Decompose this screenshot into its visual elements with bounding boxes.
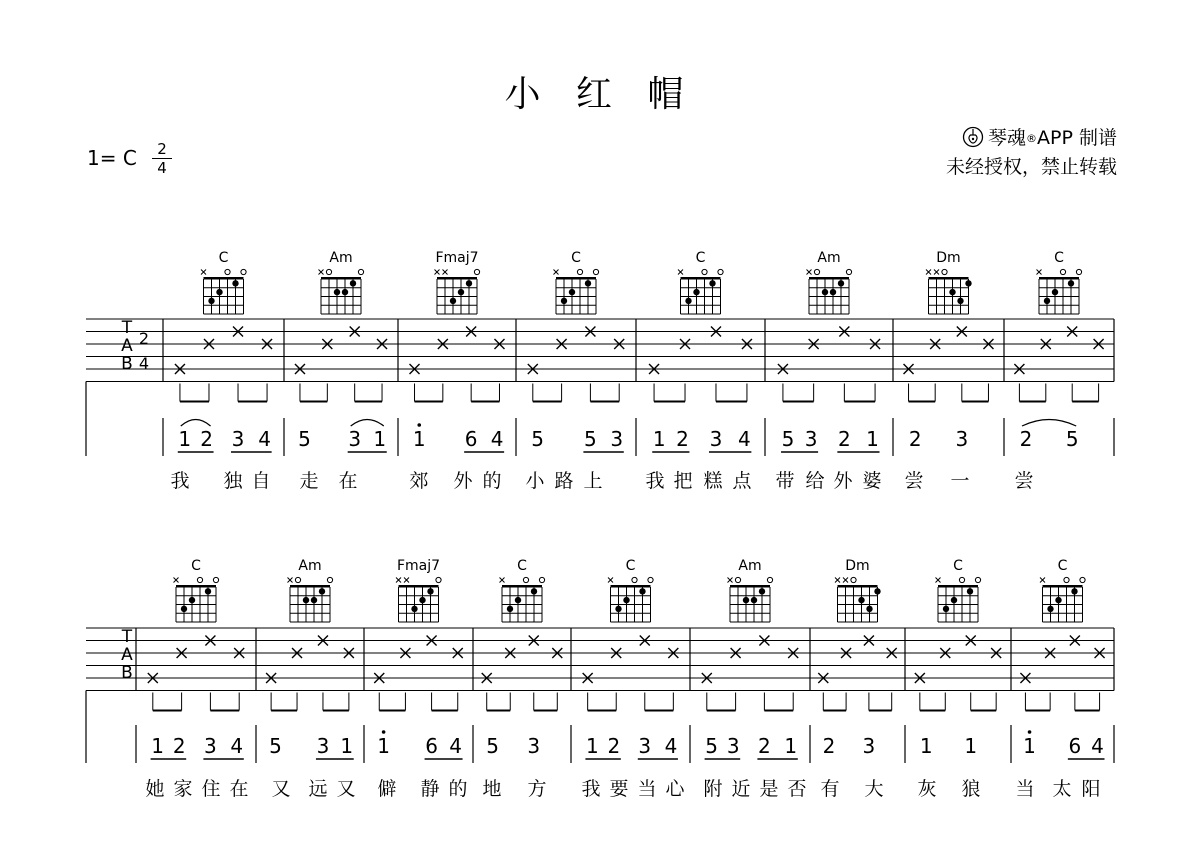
open-string-mark [632, 577, 637, 582]
lyric-char: 我 [170, 470, 190, 492]
jianpu-note: 3 [709, 427, 723, 451]
jianpu-note: 5 [298, 427, 311, 451]
chord-nut [321, 277, 361, 280]
time-signature-top: 2 [157, 140, 167, 158]
chord-name: C [1057, 558, 1068, 574]
tab-time-signature-top: 2 [138, 329, 150, 348]
finger-dot [303, 597, 309, 603]
open-string-mark [213, 577, 218, 582]
chord-nut [290, 585, 330, 588]
lyric-char: 是 [759, 778, 779, 800]
open-string-mark [358, 269, 363, 274]
jianpu-note: 4 [1091, 734, 1104, 758]
open-string-mark [702, 269, 707, 274]
chord-nut [1039, 277, 1079, 280]
lyric-char: 的 [482, 470, 502, 492]
finger-dot [507, 606, 513, 612]
finger-dot [866, 606, 872, 612]
finger-dot [1044, 298, 1050, 304]
jianpu-note: 1 [652, 427, 666, 451]
chord-diagram [936, 558, 981, 622]
jianpu-note: 5 [486, 734, 499, 758]
finger-dot [858, 597, 864, 603]
chord-diagram [554, 250, 599, 314]
open-string-mark [593, 269, 598, 274]
finger-dot [949, 289, 955, 295]
finger-dot [759, 588, 765, 594]
finger-dot [615, 606, 621, 612]
lyric-char: 尝 [904, 470, 924, 492]
chord-diagram [319, 250, 364, 314]
song-title: 小 红 帽 [504, 74, 696, 115]
jianpu-note: 3 [726, 734, 740, 758]
finger-dot [232, 280, 238, 286]
chord-diagram [288, 558, 333, 622]
lyric-char: 在 [338, 470, 358, 492]
chord-diagram [1037, 250, 1082, 314]
credit-brand: 琴魂 [988, 127, 1027, 149]
jianpu-note: 3 [527, 734, 541, 758]
lyric-char: 灰 [917, 778, 937, 800]
finger-dot [216, 289, 222, 295]
jianpu-note: 4 [737, 427, 751, 451]
jianpu-note: 3 [955, 427, 969, 451]
finger-dot [1052, 289, 1058, 295]
jianpu-note: 5 [269, 734, 282, 758]
lyric-char: 静 [420, 778, 440, 800]
chord-diagram [435, 250, 480, 314]
lyric-char: 近 [731, 778, 751, 800]
finger-dot [342, 289, 348, 295]
finger-dot [639, 588, 645, 594]
finger-dot [751, 597, 757, 603]
chord-name: C [571, 250, 581, 266]
lyric-char: 小 [525, 470, 545, 492]
finger-dot [561, 298, 567, 304]
chord-nut [938, 585, 978, 588]
octave-dot [417, 423, 421, 427]
jianpu-note: 2 [837, 427, 851, 451]
jianpu-note: 1 [377, 734, 390, 758]
jianpu-note: 3 [316, 734, 330, 758]
finger-dot [466, 280, 472, 286]
lyric-char: 糕 [703, 470, 723, 492]
chord-diagram [807, 250, 852, 314]
jianpu-note: 3 [204, 734, 217, 758]
finger-dot [743, 597, 749, 603]
finger-dot [957, 298, 963, 304]
credit-suffix: APP 制谱 [1037, 127, 1117, 149]
jianpu-note: 2 [1019, 427, 1033, 451]
chord-name: C [517, 558, 527, 574]
lyric-char: 我 [645, 470, 665, 492]
chord-nut [1043, 585, 1083, 588]
tab-letter: B [121, 354, 133, 374]
chord-name: C [695, 250, 706, 266]
jianpu-note: 1 [178, 427, 192, 451]
chord-nut [809, 277, 849, 280]
lyric-char: 婆 [862, 470, 882, 492]
copyright-notice: 未经授权，禁止转载 [945, 156, 1117, 178]
jianpu-note: 5 [531, 427, 544, 451]
chord-diagram [1040, 558, 1085, 622]
jianpu-note: 5 [705, 734, 718, 758]
open-string-mark [851, 577, 856, 582]
lyric-char: 带 [775, 470, 795, 492]
finger-dot [334, 289, 340, 295]
chord-diagram [396, 558, 441, 622]
open-string-mark [735, 577, 740, 582]
time-signature-bottom: 4 [157, 159, 167, 177]
open-string-mark [197, 577, 202, 582]
chord-name: C [191, 558, 201, 574]
jianpu-note: 3 [804, 427, 818, 451]
chord-name: Am [817, 250, 841, 266]
open-string-mark [241, 269, 246, 274]
finger-dot [685, 298, 691, 304]
jianpu-note: 3 [348, 427, 362, 451]
open-string-mark [1060, 269, 1065, 274]
open-string-mark [1064, 577, 1069, 582]
jianpu-note: 3 [231, 427, 245, 451]
finger-dot [623, 597, 629, 603]
tab-system [86, 627, 1114, 800]
jianpu-note: 1 [412, 427, 426, 451]
jianpu-note: 5 [584, 427, 597, 451]
lyric-char: 独 [223, 470, 243, 492]
jianpu-note: 4 [664, 734, 678, 758]
chord-diagram [174, 558, 219, 622]
lyric-char: 阳 [1081, 778, 1101, 800]
finger-dot [838, 280, 844, 286]
chord-diagram [835, 558, 881, 622]
open-string-mark [814, 269, 819, 274]
jianpu-note: 2 [172, 734, 186, 758]
open-string-mark [648, 577, 653, 582]
jianpu-note: 1 [340, 734, 354, 758]
open-string-mark [523, 577, 528, 582]
lyric-char: 住 [201, 778, 221, 800]
jianpu-note: 1 [151, 734, 164, 758]
lyric-char: 路 [554, 470, 574, 492]
jianpu-note: 4 [258, 427, 272, 451]
jianpu-note: 2 [822, 734, 836, 758]
jianpu-note: 1 [784, 734, 798, 758]
open-string-mark [1076, 269, 1081, 274]
chord-name: Dm [845, 558, 870, 574]
lyric-char: 她 [145, 778, 165, 800]
lyric-char: 自 [251, 470, 271, 492]
finger-dot [951, 597, 957, 603]
chord-diagram [728, 558, 773, 622]
open-string-mark [327, 577, 332, 582]
lyric-char: 要 [609, 778, 629, 800]
jianpu-note: 5 [1065, 427, 1079, 451]
lyric-char: 当 [1015, 778, 1035, 800]
finger-dot [450, 298, 456, 304]
open-string-mark [942, 269, 947, 274]
lyric-char: 点 [732, 470, 752, 492]
lyric-char: 僻 [377, 778, 397, 800]
lyric-char: 狼 [961, 778, 981, 800]
jianpu-note: 1 [586, 734, 599, 758]
chord-name: Am [738, 558, 762, 574]
lyric-char: 否 [787, 778, 807, 800]
finger-dot [208, 298, 214, 304]
open-string-mark [1080, 577, 1085, 582]
finger-dot [427, 588, 433, 594]
finger-dot [967, 588, 973, 594]
finger-dot [205, 588, 211, 594]
finger-dot [419, 597, 425, 603]
lyric-char: 外 [833, 470, 853, 492]
lyric-char: 尝 [1014, 470, 1034, 492]
tab-letter: B [121, 663, 133, 683]
chord-nut [502, 585, 542, 588]
chord-nut [681, 277, 721, 280]
lyric-char: 上 [583, 470, 603, 492]
finger-dot [693, 289, 699, 295]
lyric-char: 把 [673, 470, 693, 492]
octave-dot [1028, 730, 1032, 734]
chord-diagram [500, 558, 545, 622]
chord-nut [611, 585, 651, 588]
finger-dot [585, 280, 591, 286]
lyric-char: 太 [1052, 778, 1072, 800]
jianpu-note: 4 [449, 734, 462, 758]
chord-nut [399, 585, 439, 588]
chord-nut [730, 585, 770, 588]
jianpu-note: 2 [200, 427, 213, 451]
lyric-char: 附 [703, 778, 723, 800]
finger-dot [1068, 280, 1074, 286]
lyric-char: 给 [805, 470, 825, 492]
tab-letter: T [121, 627, 133, 647]
lyric-char: 有 [820, 778, 840, 800]
chord-nut [204, 277, 244, 280]
open-string-mark [436, 577, 441, 582]
chord-name: C [625, 558, 636, 574]
open-string-mark [225, 269, 230, 274]
finger-dot [874, 588, 880, 594]
open-string-mark [474, 269, 479, 274]
chord-nut [176, 585, 216, 588]
finger-dot [830, 289, 836, 295]
lyric-char: 在 [229, 778, 249, 800]
finger-dot [189, 597, 195, 603]
finger-dot [1071, 588, 1077, 594]
lyric-char: 心 [665, 778, 685, 800]
chord-diagram [678, 250, 723, 314]
chord-nut [556, 277, 596, 280]
chord-name: Am [329, 250, 353, 266]
finger-dot [965, 280, 971, 286]
chord-name: C [953, 558, 963, 574]
key-signature: 1= C [87, 146, 137, 170]
jianpu-note: 6 [425, 734, 438, 758]
finger-dot [709, 280, 715, 286]
chord-name: Am [298, 558, 322, 574]
lyric-char: 又 [271, 778, 291, 800]
finger-dot [350, 280, 356, 286]
tie-arc [351, 420, 384, 427]
lyric-char: 的 [448, 778, 468, 800]
tie-arc [181, 420, 211, 427]
chord-nut [838, 585, 878, 588]
finger-dot [181, 606, 187, 612]
jianpu-note: 2 [676, 427, 689, 451]
finger-dot [311, 597, 317, 603]
jianpu-note: 1 [919, 734, 933, 758]
lyric-char: 大 [864, 778, 884, 800]
chord-name: Dm [936, 250, 961, 266]
open-string-mark [959, 577, 964, 582]
lyric-char: 外 [453, 470, 473, 492]
lyric-char: 又 [336, 778, 356, 800]
tab-letter: T [121, 318, 133, 338]
chord-name: C [1054, 250, 1064, 266]
tab-time-signature-bottom: 4 [138, 354, 150, 373]
chord-name: C [218, 250, 229, 266]
chord-diagram [201, 250, 246, 314]
finger-dot [1047, 606, 1053, 612]
finger-dot [569, 289, 575, 295]
chord-diagram [608, 558, 653, 622]
jianpu-note: 2 [908, 427, 922, 451]
lyric-char: 郊 [409, 470, 429, 492]
finger-dot [822, 289, 828, 295]
open-string-mark [577, 269, 582, 274]
lyric-char: 地 [482, 778, 502, 800]
open-string-mark [539, 577, 544, 582]
finger-dot [515, 597, 521, 603]
chord-nut [929, 277, 969, 280]
tab-system [86, 318, 1114, 492]
tab-letter: A [121, 645, 133, 665]
jianpu-note: 3 [862, 734, 876, 758]
jianpu-note: 1 [1023, 734, 1036, 758]
jianpu-note: 1 [964, 734, 978, 758]
registered-mark: ® [1026, 132, 1038, 145]
jianpu-note: 1 [866, 427, 879, 451]
chord-nut [437, 277, 477, 280]
open-string-mark [326, 269, 331, 274]
tab-letter: A [121, 336, 133, 356]
finger-dot [458, 289, 464, 295]
chord-name: Fmaj7 [435, 250, 479, 266]
chord-diagram [926, 250, 972, 314]
finger-dot [531, 588, 537, 594]
tie-arc [1022, 420, 1076, 427]
finger-dot [411, 606, 417, 612]
lyric-char: 远 [308, 778, 328, 800]
jianpu-note: 5 [781, 427, 795, 451]
jianpu-note: 6 [464, 427, 478, 451]
finger-dot [943, 606, 949, 612]
jianpu-note: 6 [1068, 734, 1082, 758]
jianpu-note: 3 [638, 734, 652, 758]
finger-dot [1055, 597, 1061, 603]
jianpu-note: 1 [373, 427, 387, 451]
open-string-mark [846, 269, 851, 274]
lyric-char: 走 [299, 470, 319, 492]
lyric-char: 一 [950, 470, 970, 492]
jianpu-note: 3 [610, 427, 624, 451]
jianpu-note: 2 [607, 734, 621, 758]
lyric-char: 当 [637, 778, 657, 800]
open-string-mark [767, 577, 772, 582]
lyric-char: 方 [527, 778, 547, 800]
jianpu-note: 4 [230, 734, 244, 758]
lyric-char: 家 [173, 778, 193, 800]
open-string-mark [975, 577, 980, 582]
lyric-char: 我 [581, 778, 601, 800]
octave-dot [382, 730, 386, 734]
jianpu-note: 4 [490, 427, 504, 451]
finger-dot [319, 588, 325, 594]
jianpu-note: 2 [758, 734, 771, 758]
chord-name: Fmaj7 [396, 558, 441, 574]
open-string-mark [718, 269, 723, 274]
open-string-mark [295, 577, 300, 582]
